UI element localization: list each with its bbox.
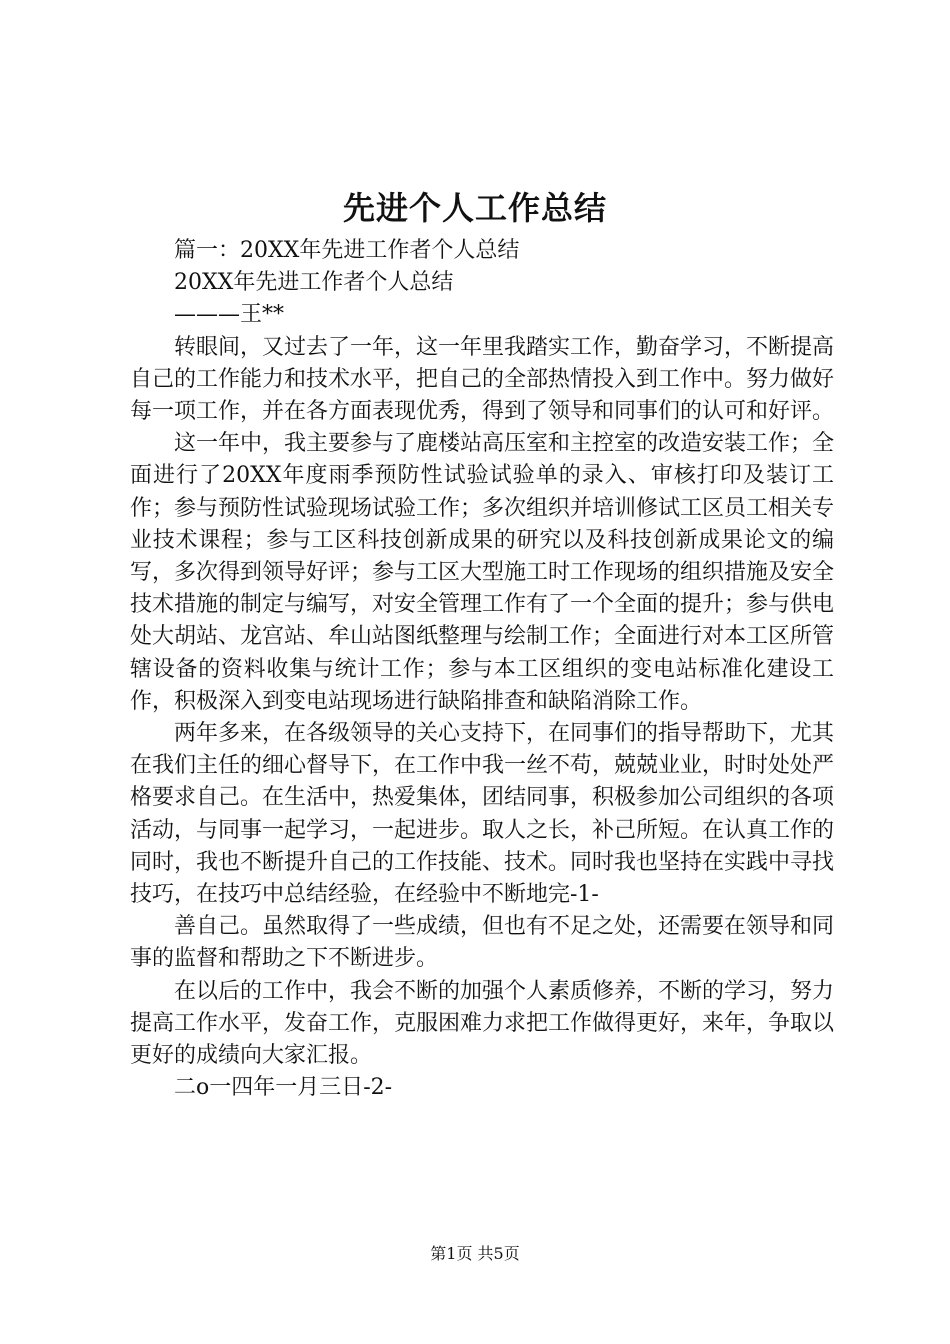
author-line: ———王** xyxy=(174,302,285,328)
page-footer: 第1页 共5页 xyxy=(430,1244,520,1263)
paragraph: 在以后的工作中，我会不断的加强个人素质修养，不断的学习，努力提高工作水平，发奋工作，克服困难力求把工作做得更好，来年，争取以更好的成绩向大家汇报。 xyxy=(130,978,835,1069)
paragraph: 善自己。虽然取得了一些成绩，但也有不足之处，还需要在领导和同事的监督和帮助之下不断进步。 xyxy=(130,914,835,972)
subtitle: 20XX年先进工作者个人总结 xyxy=(174,270,454,296)
paragraph: 转眼间，又过去了一年，这一年里我踏实工作，勤奋学习，不断提高自己的工作能力和技术水平，把自己的全部热情投入到工作中。努力做好每一项工作，并在各方面表现优秀，得到了领导和同事们的认可和好评。 xyxy=(130,334,835,425)
paragraph: 这一年中，我主要参与了鹿楼站高压室和主控室的改造安装工作；全面进行了20XX年度雨季预防性试验试验单的录入、审核打印及装订工作；参与预防性试验现场试验工作；多次组织并培训修试工区员工相关专业技术课程；参与工区科技创新成果的研究以及科技创新成果论文的编写，多次得到领导好评；参与工区大型施工时工作现场的组织措施及安全技术措施的制定与编写，对安全管理工作有了一个全面的提升；参与供电处大胡站、龙宫站、牟山站图纸整理与绘制工作；全面进行对本工区所管辖设备的资料收集与统计工作；参与本工区组织的变电站标准化建设工作，积极深入到变电站现场进行缺陷排查和缺陷消除工作。 xyxy=(130,431,835,714)
date-line: 二o一四年一月三日-2- xyxy=(174,1075,393,1101)
document-body xyxy=(130,235,834,1104)
page-title: 先进个人工作总结 xyxy=(342,189,607,227)
section-heading: 篇一：20XX年先进工作者个人总结 xyxy=(174,238,520,263)
paragraph: 两年多来，在各级领导的关心支持下，在同事们的指导帮助下，尤其在我们主任的细心督导下，在工作中我一丝不苟，兢兢业业，时时处处严格要求自己。在生活中，热爱集体，团结同事，积极参加公司组织的各项活动，与同事一起学习，一起进步。取人之长，补己所短。在认真工作的同时，我也不断提升自己的工作技能、技术。同时我也坚持在实践中寻找技巧，在技巧中总结经验，在经验中不断地完-1- xyxy=(130,721,835,908)
